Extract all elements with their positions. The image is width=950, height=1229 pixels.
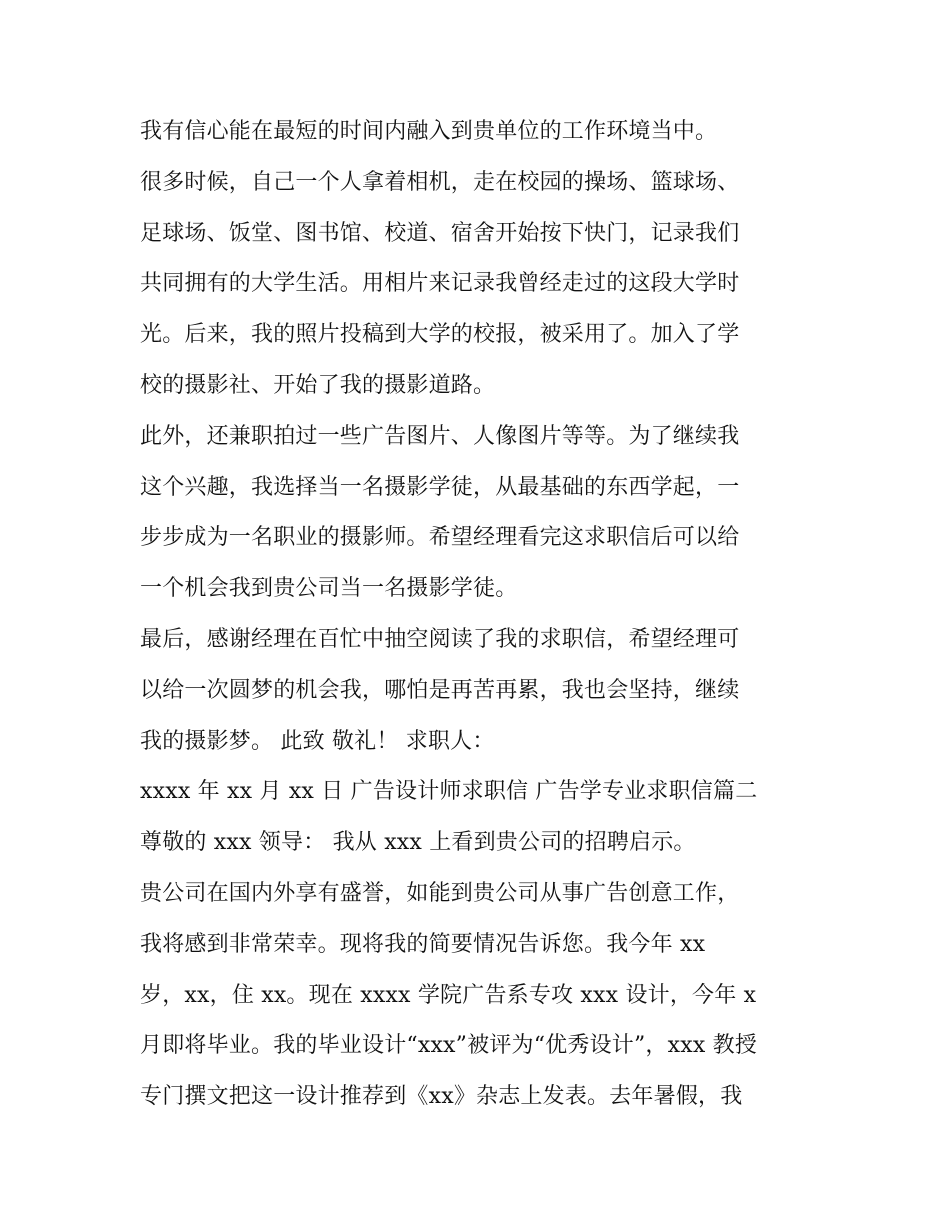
text-line: 校的摄影社、开始了我的摄影道路。 — [140, 372, 496, 398]
text-line: 共同拥有的大学生活。用相片来记录我曾经走过的这段大学时 — [140, 271, 740, 297]
text-line: 我有信心能在最短的时间内融入到贵单位的工作环境当中。 — [140, 119, 718, 144]
text-line: 专门撰文把这一设计推荐到《xx》杂志上发表。去年暑假，我 — [140, 1084, 743, 1110]
text-line: 以给一次圆梦的机会我，哪怕是再苦再累，我也会坚持，继续 — [140, 677, 740, 703]
text-line: 我的摄影梦。 此致 敬礼！ 求职人： — [140, 728, 495, 754]
text-line: 步步成为一名职业的摄影师。希望经理看完这求职信后可以给 — [140, 525, 740, 551]
text-line: 我将感到非常荣幸。现将我的简要情况告诉您。我今年 xx — [140, 931, 706, 957]
text-line: 最后，感谢经理在百忙中抽空阅读了我的求职信，希望经理可 — [140, 626, 740, 652]
text-line: 一个机会我到贵公司当一名摄影学徒。 — [140, 576, 518, 602]
body-text — [140, 107, 820, 1123]
text-line: 光。后来，我的照片投稿到大学的校报，被采用了。加入了学 — [140, 322, 740, 348]
text-line: 尊敬的 xxx 领导： 我从 xxx 上看到贵公司的招聘启示。 — [140, 830, 696, 856]
text-line: 这个兴趣，我选择当一名摄影学徒，从最基础的东西学起，一 — [140, 474, 740, 500]
text-line: xxxx 年 xx 月 xx 日 广告设计师求职信 广告学专业求职信篇二 — [140, 779, 758, 805]
text-line: 足球场、饭堂、图书馆、校道、宿舍开始按下快门，记录我们 — [140, 220, 740, 246]
text-line: 很多时候，自己一个人拿着相机，走在校园的操场、篮球场、 — [140, 169, 740, 195]
text-line: 此外，还兼职拍过一些广告图片、人像图片等等。为了继续我 — [140, 423, 740, 449]
text-line: 岁，xx，住 xx。现在 xxxx 学院广告系专攻 xxx 设计，今年 x — [140, 982, 757, 1008]
text-line: 贵公司在国内外享有盛誉，如能到贵公司从事广告创意工作， — [140, 880, 740, 906]
text-line: 月即将毕业。我的毕业设计“xxx”被评为“优秀设计”，xxx 教授 — [140, 1033, 758, 1059]
